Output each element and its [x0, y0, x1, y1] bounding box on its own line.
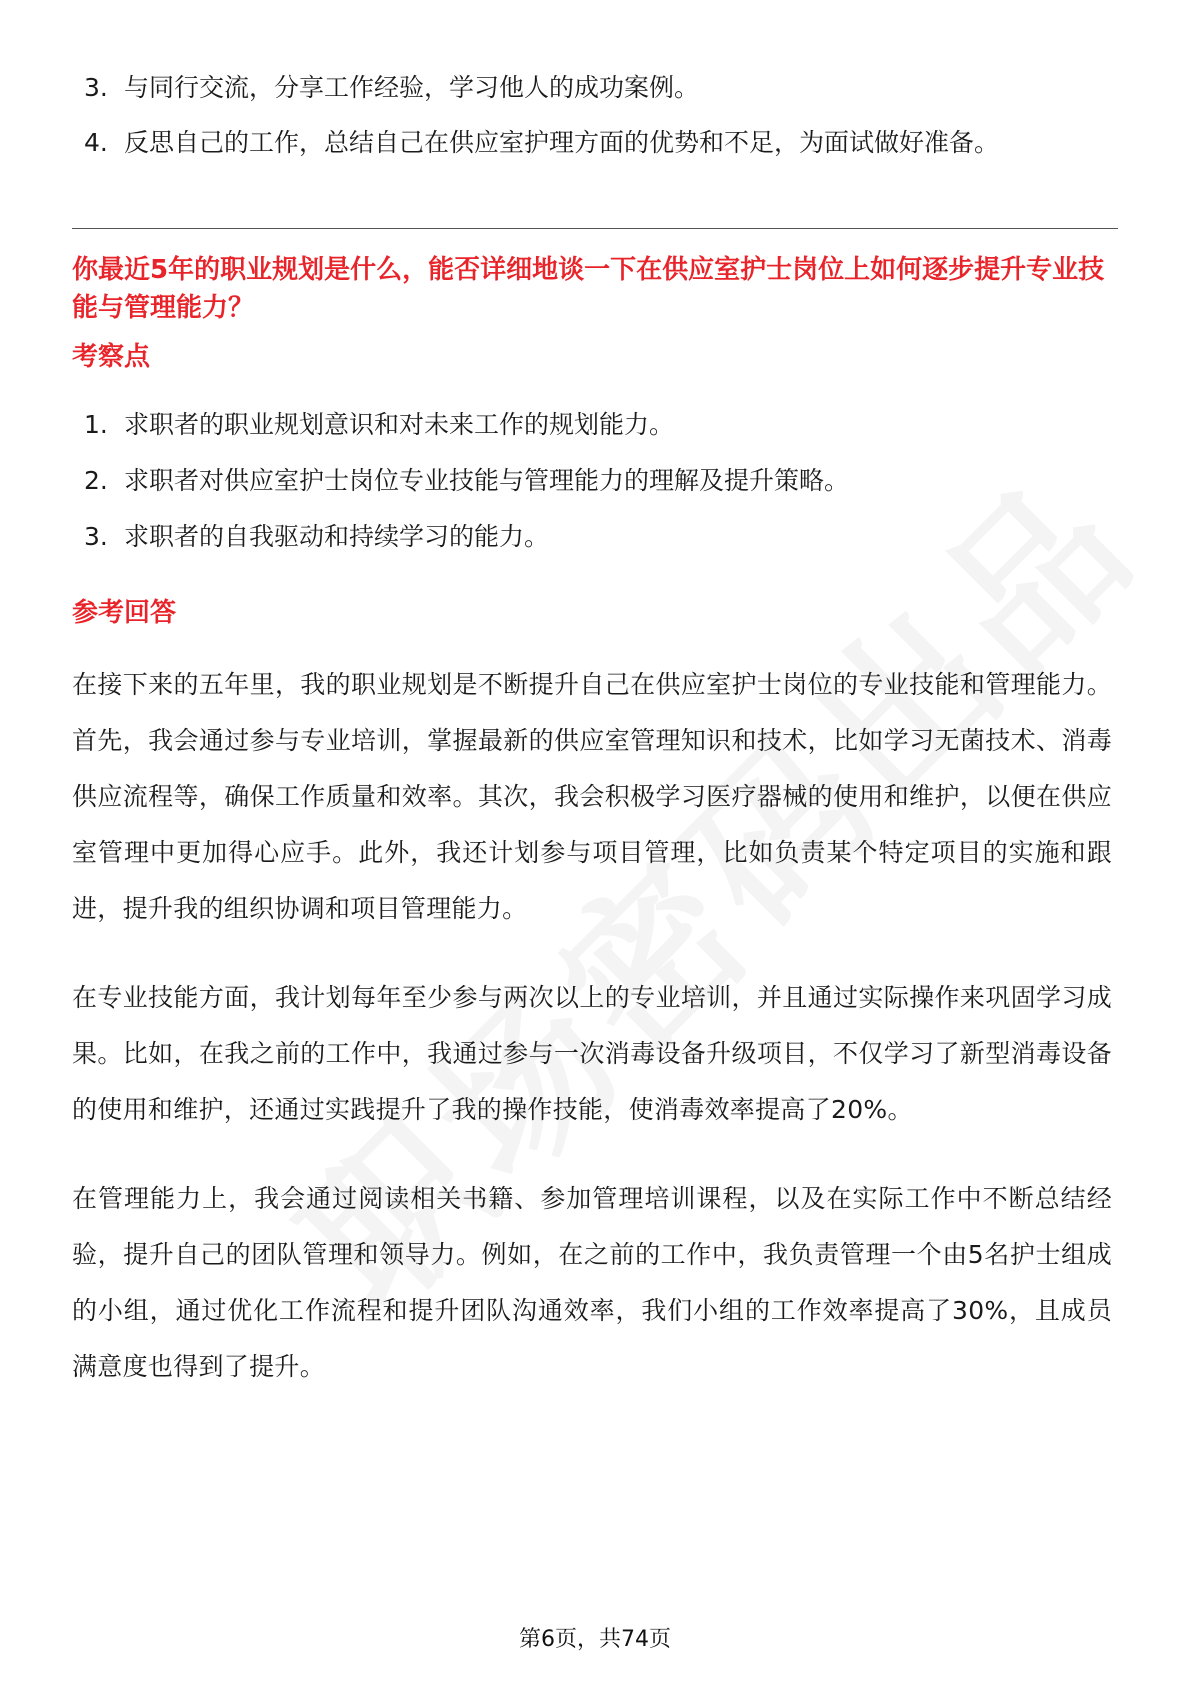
list-text: 求职者的职业规划意识和对未来工作的规划能力。: [124, 410, 675, 439]
list-item: [72, 60, 1118, 115]
list-number: 4.: [84, 128, 108, 157]
list-item: [72, 509, 1118, 565]
kaochadian-heading: 考察点: [72, 342, 151, 372]
list-item: [72, 453, 1118, 509]
reference-paragraph: 在接下来的五年里，我的职业规划是不断提升自己在供应室护士岗位的专业技能和管理能力。首先，我会通过参与专业培训，掌握最新的供应室管理知识和技术，比如学习无菌技术、消毒供应流程等，确保工作质量和效率。其次，我会积极学习医疗器械的使用和维护，以便在供应室管理中更加得心应手。此外，我还计划参与项目管理，比如负责某个特定项目的实施和跟进，提升我的组织协调和项目管理能力。: [72, 670, 1112, 923]
list-text: 与同行交流，分享工作经验，学习他人的成功案例。: [124, 73, 700, 102]
list-text: 求职者的自我驱动和持续学习的能力。: [124, 522, 550, 551]
question-heading: 你最近5年的职业规划是什么，能否详细地谈一下在供应室护士岗位上如何逐步提升专业技能与管理能力？: [72, 255, 1105, 323]
top-numbered-list: [72, 60, 1118, 170]
kaochadian-list: [72, 397, 1118, 565]
list-number: 2.: [84, 466, 108, 495]
page-footer: 第6页，共74页: [519, 1627, 671, 1652]
page-content: [72, 60, 1118, 1395]
list-text: 求职者对供应室护士岗位专业技能与管理能力的理解及提升策略。: [124, 466, 850, 495]
list-number: 3.: [84, 73, 108, 102]
list-text: 反思自己的工作，总结自己在供应室护理方面的优势和不足，为面试做好准备。: [124, 128, 1000, 157]
reference-paragraph: 在专业技能方面，我计划每年至少参与两次以上的专业培训，并且通过实际操作来巩固学习成果。比如，在我之前的工作中，我通过参与一次消毒设备升级项目，不仅学习了新型消毒设备的使用和维护，还通过实践提升了我的操作技能，使消毒效率提高了20%。: [72, 983, 1112, 1124]
section-divider: [72, 228, 1118, 229]
list-number: 3.: [84, 522, 108, 551]
reference-heading: 参考回答: [72, 598, 177, 628]
reference-paragraph: 在管理能力上，我会通过阅读相关书籍、参加管理培训课程，以及在实际工作中不断总结经验，提升自己的团队管理和领导力。例如，在之前的工作中，我负责管理一个由5名护士组成的小组，通过优化工作流程和提升团队沟通效率，我们小组的工作效率提高了30%，且成员满意度也得到了提升。: [72, 1184, 1112, 1381]
list-item: [72, 397, 1118, 453]
list-item: [72, 115, 1118, 170]
list-number: 1.: [84, 410, 108, 439]
